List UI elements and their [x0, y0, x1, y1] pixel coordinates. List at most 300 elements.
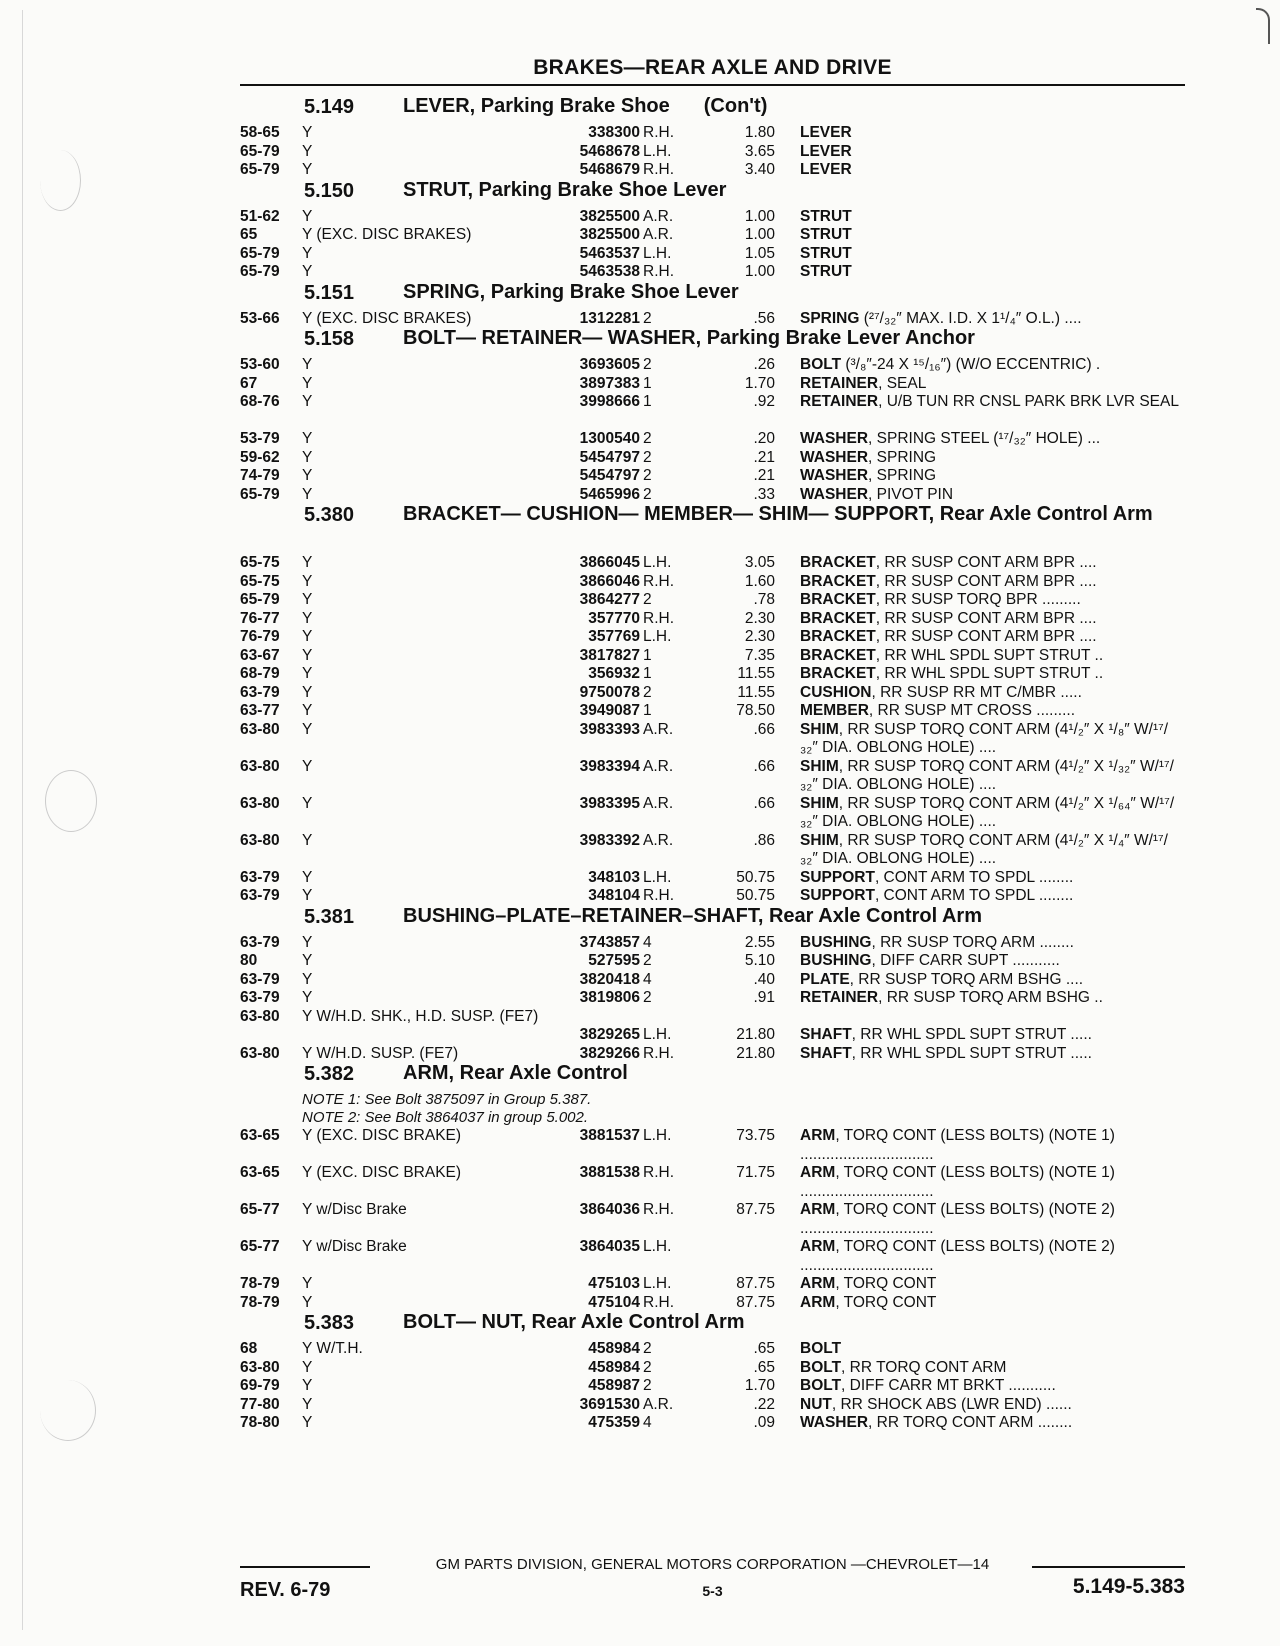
part-number: 458987 — [588, 1377, 640, 1394]
description-name: SHIM — [800, 794, 839, 812]
model-years: 65-75 — [240, 572, 280, 590]
part-row — [240, 1275, 1185, 1294]
description-detail: , TORQ CONT — [835, 1293, 937, 1311]
quantity: R.H. — [643, 161, 674, 178]
part-description — [800, 486, 1182, 505]
description-detail: , SPRING — [868, 467, 937, 484]
price: 73.75 — [736, 1127, 775, 1144]
description-detail: , RR SUSP TORQ BPR ......... — [875, 591, 1081, 608]
part-description — [800, 245, 1182, 264]
description-name: ARM — [800, 1238, 836, 1255]
section-number: 5.150 — [304, 179, 355, 202]
model-years: 63-67 — [240, 646, 280, 664]
model-applicability: Y — [302, 142, 313, 160]
model-years: 63-80 — [240, 831, 280, 849]
quantity: 4 — [643, 933, 652, 951]
quantity: A.R. — [643, 720, 674, 738]
section-title — [403, 328, 1163, 349]
description-detail: , RR SUSP TORQ ARM BSHG .... — [849, 970, 1084, 988]
description-name: BUSHING — [800, 952, 872, 969]
part-number: 475103 — [588, 1275, 640, 1292]
model-applicability: Y (EXC. DISC BRAKE) — [302, 1164, 462, 1181]
part-row — [240, 1294, 1185, 1313]
description-name: WASHER — [800, 485, 869, 503]
quantity: 1 — [643, 646, 652, 664]
description-name: BRACKET — [800, 665, 876, 682]
quantity: 2 — [643, 683, 652, 701]
model-years: 68-76 — [240, 393, 280, 410]
footer-section-range: 5.149-5.383 — [1072, 1575, 1185, 1598]
quantity: A.R. — [643, 1395, 674, 1413]
description-detail: , RR SUSP TORQ CONT ARM (4¹/₂″ X ¹/₈″ W/¹⁷/₃₂″ DIA. OBLONG HOLE) .... — [800, 720, 1169, 756]
part-number: 475359 — [588, 1414, 640, 1431]
section-heading — [240, 504, 1185, 554]
model-years: 77-80 — [240, 1395, 280, 1413]
price: .40 — [753, 970, 775, 988]
part-row — [240, 430, 1185, 449]
part-number: 338300 — [588, 124, 640, 141]
page-corner-mark — [1256, 8, 1270, 44]
description-detail: , DIFF CARR MT BRKT ........... — [841, 1377, 1056, 1394]
model-applicability: Y — [302, 646, 313, 664]
part-row — [240, 554, 1185, 573]
part-number: 3864035 — [579, 1238, 640, 1255]
quantity: L.H. — [643, 868, 672, 886]
model-years: 65 — [240, 226, 258, 243]
model-years: 65-79 — [240, 263, 280, 280]
part-row — [240, 310, 1185, 329]
model-years: 63-79 — [240, 989, 280, 1006]
model-applicability: Y — [302, 1377, 313, 1394]
description-text — [800, 1294, 1182, 1313]
part-number: 348103 — [588, 868, 640, 886]
model-years: 63-80 — [240, 1358, 280, 1376]
model-years: 65-79 — [240, 485, 280, 503]
part-row — [240, 1238, 1185, 1275]
quantity: R.H. — [643, 572, 674, 590]
part-number: 5468678 — [579, 142, 640, 160]
model-years: 68 — [240, 1340, 258, 1357]
part-row — [240, 628, 1185, 647]
section-title-text: STRUT, Parking Brake Shoe Lever — [403, 178, 727, 201]
part-number: 3820418 — [579, 970, 640, 988]
model-years: 63-79 — [240, 868, 280, 886]
description-detail: , RR SUSP TORQ ARM ........ — [871, 933, 1074, 951]
description-text — [800, 1359, 1182, 1378]
part-row — [240, 226, 1185, 245]
model-years: 63-65 — [240, 1127, 280, 1144]
price: 1.05 — [744, 244, 775, 262]
footer-revision: REV. 6-79 — [240, 1579, 331, 1601]
section-title — [403, 282, 1163, 303]
section-title-text: BRACKET— CUSHION— MEMBER— SHIM— SUPPORT, Rear Axle Control Arm — [403, 503, 1153, 525]
part-number: 356932 — [588, 665, 640, 682]
model-applicability: Y (EXC. DISC BRAKES) — [302, 226, 472, 243]
part-row — [240, 869, 1185, 888]
description-name: LEVER — [800, 161, 852, 178]
model-applicability: Y — [302, 591, 313, 608]
quantity: 1 — [643, 665, 652, 682]
description-text — [800, 1238, 1182, 1275]
quantity: R.H. — [643, 887, 674, 904]
section-number: 5.151 — [304, 281, 355, 304]
quantity: R.H. — [643, 124, 674, 141]
part-row — [240, 449, 1185, 468]
section-title-text: BOLT— NUT, Rear Axle Control Arm — [403, 1311, 745, 1333]
part-number: 3817827 — [579, 646, 640, 664]
part-row — [240, 124, 1185, 143]
quantity: 2 — [643, 430, 652, 447]
description-detail: , TORQ CONT (LESS BOLTS) (NOTE 2) ............................... — [800, 1238, 1115, 1274]
price: 2.30 — [744, 609, 775, 627]
quantity: R.H. — [643, 263, 674, 280]
part-description — [800, 1396, 1182, 1415]
part-number: 9750078 — [579, 683, 640, 701]
model-applicability: Y — [302, 628, 313, 645]
part-description — [800, 124, 1182, 143]
section-heading — [240, 1063, 1185, 1091]
price: .22 — [753, 1395, 775, 1413]
description-text — [800, 226, 1182, 245]
model-years: 63-79 — [240, 887, 280, 904]
section-number: 5.382 — [304, 1063, 355, 1085]
model-years: 78-79 — [240, 1293, 280, 1311]
part-number: 5454797 — [579, 467, 640, 484]
model-years: 76-79 — [240, 628, 280, 645]
description-text — [800, 971, 1182, 990]
model-years: 63-80 — [240, 794, 280, 812]
section-heading — [240, 180, 1185, 208]
description-text — [800, 795, 1182, 832]
part-description — [800, 1026, 1182, 1045]
section-number: 5.383 — [304, 1312, 355, 1334]
description-text — [800, 1275, 1182, 1294]
price: 1.70 — [744, 374, 775, 392]
description-name: MEMBER — [800, 702, 869, 719]
quantity: A.R. — [643, 757, 674, 775]
description-detail: , RR SUSP TORQ CONT ARM (4¹/₂″ X ¹/₃₂″ W/¹⁷/₃₂″ DIA. OBLONG HOLE) .... — [800, 757, 1174, 793]
part-number: 3983395 — [579, 794, 640, 812]
model-applicability: Y — [302, 868, 313, 886]
part-number: 3998666 — [579, 393, 640, 410]
description-name: LEVER — [800, 124, 852, 141]
section-title — [403, 1312, 1163, 1333]
description-name: BOLT — [800, 1377, 842, 1394]
model-applicability: Y (EXC. DISC BRAKE) — [302, 1127, 462, 1144]
description-detail: , SPRING — [868, 448, 937, 466]
part-description — [800, 665, 1182, 684]
description-name: RETAINER — [800, 393, 879, 410]
description-name: BRACKET — [800, 646, 876, 664]
model-years: 67 — [240, 374, 258, 392]
description-text — [800, 124, 1182, 143]
part-row — [240, 758, 1185, 795]
part-row — [240, 1008, 1185, 1045]
part-row — [240, 1340, 1185, 1359]
quantity: 4 — [643, 970, 652, 988]
part-row — [240, 989, 1185, 1008]
description-name: BRACKET — [800, 609, 876, 627]
section-number: 5.380 — [304, 504, 355, 526]
part-description — [800, 971, 1182, 990]
description-text — [800, 467, 1182, 486]
part-row — [240, 887, 1185, 906]
part-number: 475104 — [588, 1293, 640, 1311]
description-name: STRUT — [800, 226, 852, 243]
model-years: 63-65 — [240, 1164, 280, 1181]
quantity: R.H. — [643, 1293, 674, 1311]
model-applicability: Y — [302, 263, 313, 280]
price: 1.60 — [744, 572, 775, 590]
model-applicability: Y — [302, 161, 313, 178]
quantity: L.H. — [643, 1275, 672, 1292]
part-number: 5463538 — [579, 263, 640, 280]
part-row — [240, 647, 1185, 666]
price: 2.55 — [744, 933, 775, 951]
model-applicability: Y W/T.H. — [302, 1340, 363, 1357]
model-years: 63-79 — [240, 683, 280, 701]
description-text — [800, 591, 1182, 610]
section-heading — [240, 906, 1185, 934]
model-applicability: Y W/H.D. SUSP. (FE7) — [302, 1044, 459, 1062]
model-applicability: Y — [302, 485, 313, 503]
model-applicability: Y — [302, 720, 313, 738]
description-name: RETAINER — [800, 374, 879, 392]
part-row — [240, 1396, 1185, 1415]
description-text — [800, 161, 1182, 180]
part-row — [240, 610, 1185, 629]
part-description — [800, 1164, 1182, 1201]
description-detail: , TORQ CONT (LESS BOLTS) (NOTE 1) ............................... — [800, 1164, 1115, 1200]
model-years: 59-62 — [240, 448, 280, 466]
description-text — [800, 934, 1182, 953]
part-description — [800, 310, 1182, 329]
part-number: 3866046 — [579, 572, 640, 590]
description-detail: , RR SUSP TORQ CONT ARM (4¹/₂″ X ¹/₆₄″ W/¹⁷/₃₂″ DIA. OBLONG HOLE) .... — [800, 794, 1175, 830]
model-applicability: Y — [302, 1358, 313, 1376]
model-applicability: Y — [302, 952, 313, 969]
price: .20 — [753, 430, 775, 447]
part-number: 3825500 — [579, 226, 640, 243]
model-applicability: Y — [302, 393, 313, 410]
description-name: ARM — [800, 1201, 836, 1218]
part-row — [240, 375, 1185, 394]
description-name: BOLT — [800, 1340, 842, 1357]
model-years: 80 — [240, 952, 258, 969]
model-applicability: Y — [302, 831, 313, 849]
description-name: SHAFT — [800, 1044, 852, 1062]
quantity: A.R. — [643, 226, 674, 243]
price: 7.35 — [744, 646, 775, 664]
part-row — [240, 665, 1185, 684]
part-description — [800, 832, 1182, 869]
quantity: A.R. — [643, 207, 674, 225]
section-title — [403, 504, 1163, 525]
description-text — [800, 1127, 1182, 1164]
price: .21 — [753, 448, 775, 466]
quantity: R.H. — [643, 1044, 674, 1062]
section-number: 5.149 — [304, 96, 355, 118]
price: .21 — [753, 467, 775, 484]
price: 1.70 — [744, 1377, 775, 1394]
description-detail: , RR SUSP CONT ARM BPR .... — [875, 554, 1097, 571]
price: 1.00 — [744, 263, 775, 280]
model-years: 78-79 — [240, 1275, 280, 1292]
model-applicability: Y — [302, 572, 313, 590]
part-number: 527595 — [588, 952, 640, 969]
model-years: 63-80 — [240, 1007, 280, 1025]
part-description — [800, 869, 1182, 888]
part-row — [240, 952, 1185, 971]
model-applicability: Y — [302, 1275, 313, 1292]
scan-hole-mark — [40, 1380, 96, 1441]
price: .86 — [753, 831, 775, 849]
part-row — [240, 1414, 1185, 1433]
model-applicability: Y w/Disc Brake — [302, 1201, 407, 1218]
part-number: 3743857 — [579, 933, 640, 951]
description-name: ARM — [800, 1127, 836, 1144]
price: 1.80 — [744, 124, 775, 141]
description-text — [800, 1201, 1182, 1238]
description-text — [800, 143, 1182, 162]
part-row — [240, 721, 1185, 758]
description-name: BOLT — [800, 356, 842, 373]
part-description — [800, 684, 1182, 703]
description-name: ARM — [800, 1293, 836, 1311]
section-title — [403, 906, 1163, 927]
part-number: 458984 — [588, 1358, 640, 1376]
price: 87.75 — [736, 1201, 775, 1218]
description-text — [800, 684, 1182, 703]
quantity: 2 — [643, 1340, 652, 1357]
description-text — [800, 869, 1182, 888]
price: 21.80 — [736, 1026, 775, 1043]
section-heading — [240, 282, 1185, 310]
description-name: BOLT — [800, 1358, 842, 1376]
section-title — [403, 1063, 1163, 1084]
price: 21.80 — [736, 1044, 775, 1062]
description-text — [800, 1396, 1182, 1415]
quantity: R.H. — [643, 1164, 674, 1181]
quantity: 2 — [643, 448, 652, 466]
part-row — [240, 684, 1185, 703]
description-text — [800, 610, 1182, 629]
description-name: NUT — [800, 1395, 832, 1413]
section-heading — [240, 1312, 1185, 1340]
description-text — [800, 1377, 1182, 1396]
description-name: BUSHING — [800, 933, 872, 951]
price: .56 — [753, 309, 775, 327]
model-applicability: Y — [302, 207, 313, 225]
description-text — [800, 721, 1182, 758]
model-applicability: Y — [302, 554, 313, 571]
description-text — [800, 393, 1182, 412]
quantity: 1 — [643, 393, 652, 410]
model-years: 65-79 — [240, 161, 280, 178]
quantity: L.H. — [643, 1026, 672, 1043]
quantity: 2 — [643, 591, 652, 608]
description-name: ARM — [800, 1164, 836, 1181]
section-title-text: BUSHING–PLATE–RETAINER–SHAFT, Rear Axle Control Arm — [403, 904, 982, 927]
description-detail: , RR WHL SPDL SUPT STRUT ..... — [851, 1044, 1092, 1062]
description-detail: , CONT ARM TO SPDL ........ — [874, 887, 1074, 904]
description-detail: , RR SUSP CONT ARM BPR .... — [875, 572, 1097, 590]
model-years: 53-60 — [240, 356, 280, 373]
quantity: 2 — [643, 1377, 652, 1394]
description-text — [800, 989, 1182, 1008]
description-detail: , RR TORQ CONT ARM ........ — [868, 1414, 1073, 1431]
quantity: L.H. — [643, 142, 672, 160]
description-detail: , PIVOT PIN — [868, 485, 954, 503]
description-detail: , RR SUSP CONT ARM BPR .... — [875, 609, 1097, 627]
model-years: 63-80 — [240, 720, 280, 738]
part-description — [800, 591, 1182, 610]
section-title-text: BOLT— RETAINER— WASHER, Parking Brake Lever Anchor — [403, 327, 975, 349]
price: 1.00 — [744, 207, 775, 225]
description-text — [800, 356, 1182, 375]
description-text — [800, 1340, 1182, 1359]
part-description — [800, 628, 1182, 647]
model-applicability: Y — [302, 124, 313, 141]
description-text — [800, 208, 1182, 227]
quantity: 2 — [643, 309, 652, 327]
price: 50.75 — [736, 887, 775, 904]
quantity: 1 — [643, 702, 652, 719]
description-text — [800, 758, 1182, 795]
part-description — [800, 721, 1182, 758]
description-name: WASHER — [800, 1414, 869, 1431]
description-name: BRACKET — [800, 591, 876, 608]
description-text — [800, 375, 1182, 394]
quantity: A.R. — [643, 794, 674, 812]
description-detail: , RR SUSP MT CROSS ......... — [868, 702, 1076, 719]
part-row — [240, 143, 1185, 162]
part-number: 5463537 — [579, 244, 640, 262]
model-applicability: Y — [302, 467, 313, 484]
part-row — [240, 486, 1185, 505]
part-description — [800, 430, 1182, 449]
quantity: 2 — [643, 467, 652, 484]
model-years: 65-77 — [240, 1201, 280, 1218]
part-description — [800, 356, 1182, 375]
description-name: STRUT — [800, 244, 852, 262]
price: .66 — [753, 720, 775, 738]
model-years: 68-79 — [240, 665, 280, 682]
part-number: 5454797 — [579, 448, 640, 466]
part-number: 357770 — [588, 609, 640, 627]
model-applicability: Y — [302, 757, 313, 775]
description-detail: (²⁷/₃₂″ MAX. I.D. X 1¹/₄″ O.L.) .... — [859, 309, 1082, 327]
price: .66 — [753, 757, 775, 775]
part-number: 348104 — [588, 887, 640, 904]
price: .66 — [753, 794, 775, 812]
description-detail: , DIFF CARR SUPT ........... — [871, 952, 1060, 969]
description-detail: (³/₈″-24 X ¹⁵/₁₆″) (W/O ECCENTRIC) . — [841, 356, 1101, 373]
model-years: 63-79 — [240, 933, 280, 951]
description-detail: , SEAL — [878, 374, 927, 392]
part-number: 3864277 — [579, 591, 640, 608]
section-title-text: ARM, Rear Axle Control — [403, 1062, 628, 1084]
model-applicability: Y w/Disc Brake — [302, 1238, 407, 1255]
description-text — [800, 702, 1182, 721]
part-description — [800, 143, 1182, 162]
section-number: 5.158 — [304, 328, 355, 350]
part-description — [800, 989, 1182, 1008]
part-row — [240, 208, 1185, 227]
quantity: 2 — [643, 356, 652, 373]
model-years: 63-80 — [240, 757, 280, 775]
part-description — [800, 795, 1182, 832]
